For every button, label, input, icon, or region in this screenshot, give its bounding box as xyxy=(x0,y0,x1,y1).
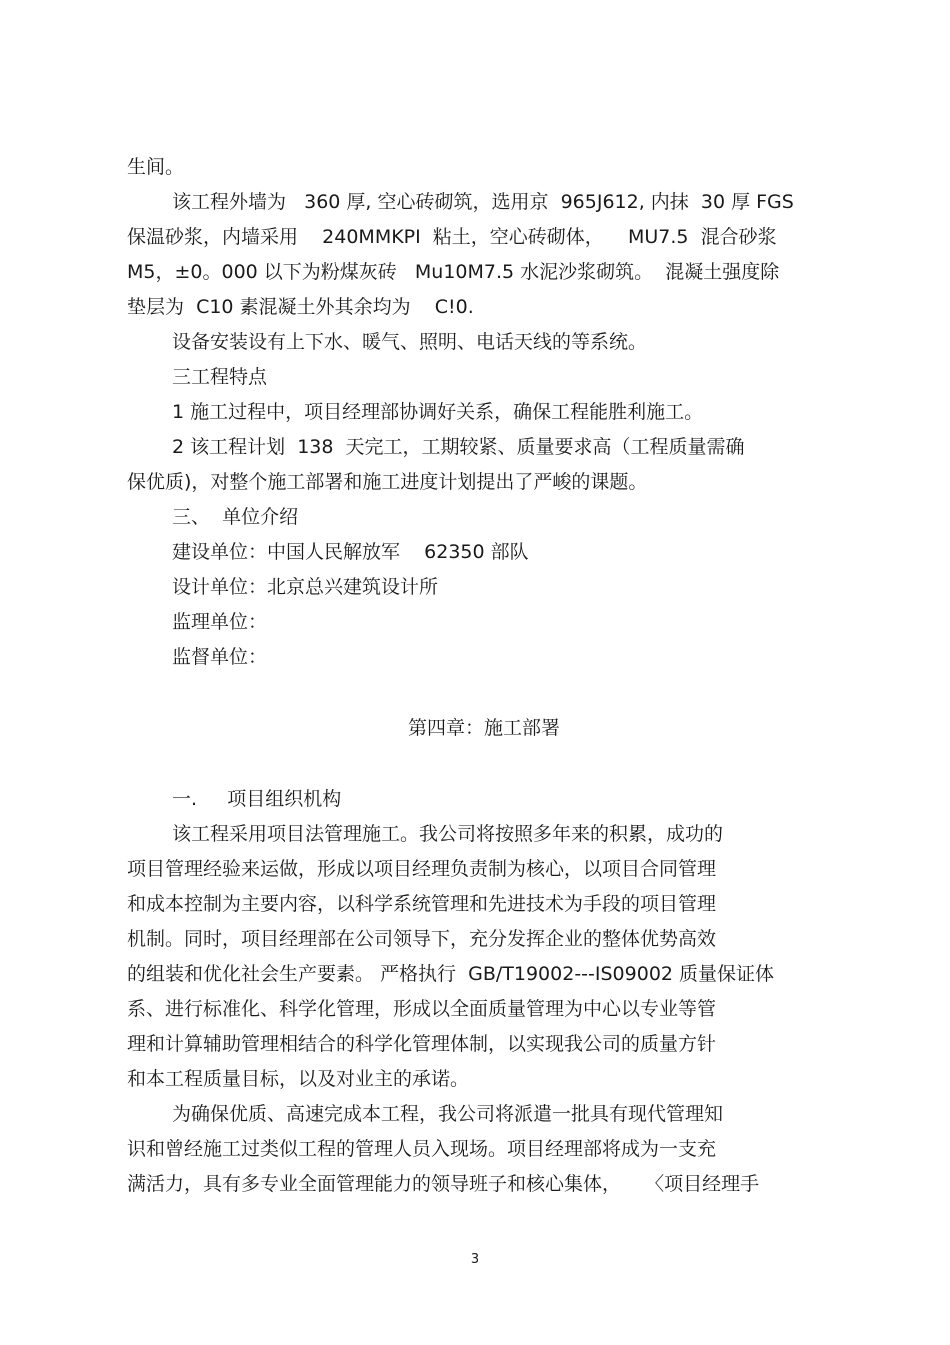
text-line: 保优质)，对整个施工部署和施工进度计划提出了严峻的课题。 xyxy=(127,471,648,493)
text-line: 该工程外墙为 360 厚, 空心砖砌筑，选用京 965J612, 内抹 30 厚 FGS xyxy=(172,191,794,213)
text-line: M5，±0。000 以下为粉煤灰砖 Mu10M7.5 水泥沙浆砌筑。 混凝土强度除 xyxy=(127,261,780,283)
text-line: 满活力，具有多专业全面管理能力的领导班子和核心集体， 〈项目经理手 xyxy=(127,1173,760,1195)
text-line: 建设单位：中国人民解放军 62350 部队 xyxy=(172,541,529,563)
text-line: 项目管理经验来运做，形成以项目经理负责制为核心，以项目合同管理 xyxy=(127,858,717,880)
text-line: 垫层为 C10 素混凝土外其余均为 C!0. xyxy=(127,296,474,318)
text-line: 为确保优质、高速完成本工程，我公司将派遣一批具有现代管理知 xyxy=(172,1103,724,1125)
text-line: 的组装和优化社会生产要素。 严格执行 GB/T19002---IS09002 质量保证体 xyxy=(127,963,775,985)
chapter-title: 第四章：施工部署 xyxy=(408,717,561,739)
text-line: 2 该工程计划 138 天完工，工期较紧、质量要求高（工程质量需确 xyxy=(172,436,745,458)
text-line: 该工程采用项目法管理施工。我公司将按照多年来的积累，成功的 xyxy=(172,823,724,845)
text-line: 和本工程质量目标，以及对业主的承诺。 xyxy=(127,1068,470,1090)
text-line: 1 施工过程中，项目经理部协调好关系，确保工程能胜利施工。 xyxy=(172,401,704,423)
page-number: 3 xyxy=(470,1252,480,1267)
section-heading: 三工程特点 xyxy=(172,366,268,388)
text-line: 监理单位： xyxy=(172,611,268,633)
text-line: 识和曾经施工过类似工程的管理人员入现场。项目经理部将成为一支充 xyxy=(127,1138,717,1160)
text-line: 保温砂浆，内墙采用 240MMKPI 粘土，空心砖砌体， MU7.5 混合砂浆 xyxy=(127,226,777,248)
text-line: 系、进行标准化、科学化管理，形成以全面质量管理为中心以专业等管 xyxy=(127,998,717,1020)
text-line: 理和计算辅助管理相结合的科学化管理体制，以实现我公司的质量方针 xyxy=(127,1033,717,1055)
text-line: 和成本控制为主要内容，以科学系统管理和先进技术为手段的项目管理 xyxy=(127,893,717,915)
text-line: 设备安装设有上下水、暖气、照明、电话天线的等系统。 xyxy=(172,331,648,353)
text-line: 设计单位：北京总兴建筑设计所 xyxy=(172,576,439,598)
text-line: 机制。同时，项目经理部在公司领导下，充分发挥企业的整体优势高效 xyxy=(127,928,717,950)
section-heading: 一. 项目组织机构 xyxy=(172,788,342,810)
section-heading: 三、 单位介绍 xyxy=(172,506,299,528)
text-line: 监督单位： xyxy=(172,646,268,668)
text-line: 生间。 xyxy=(127,156,185,178)
